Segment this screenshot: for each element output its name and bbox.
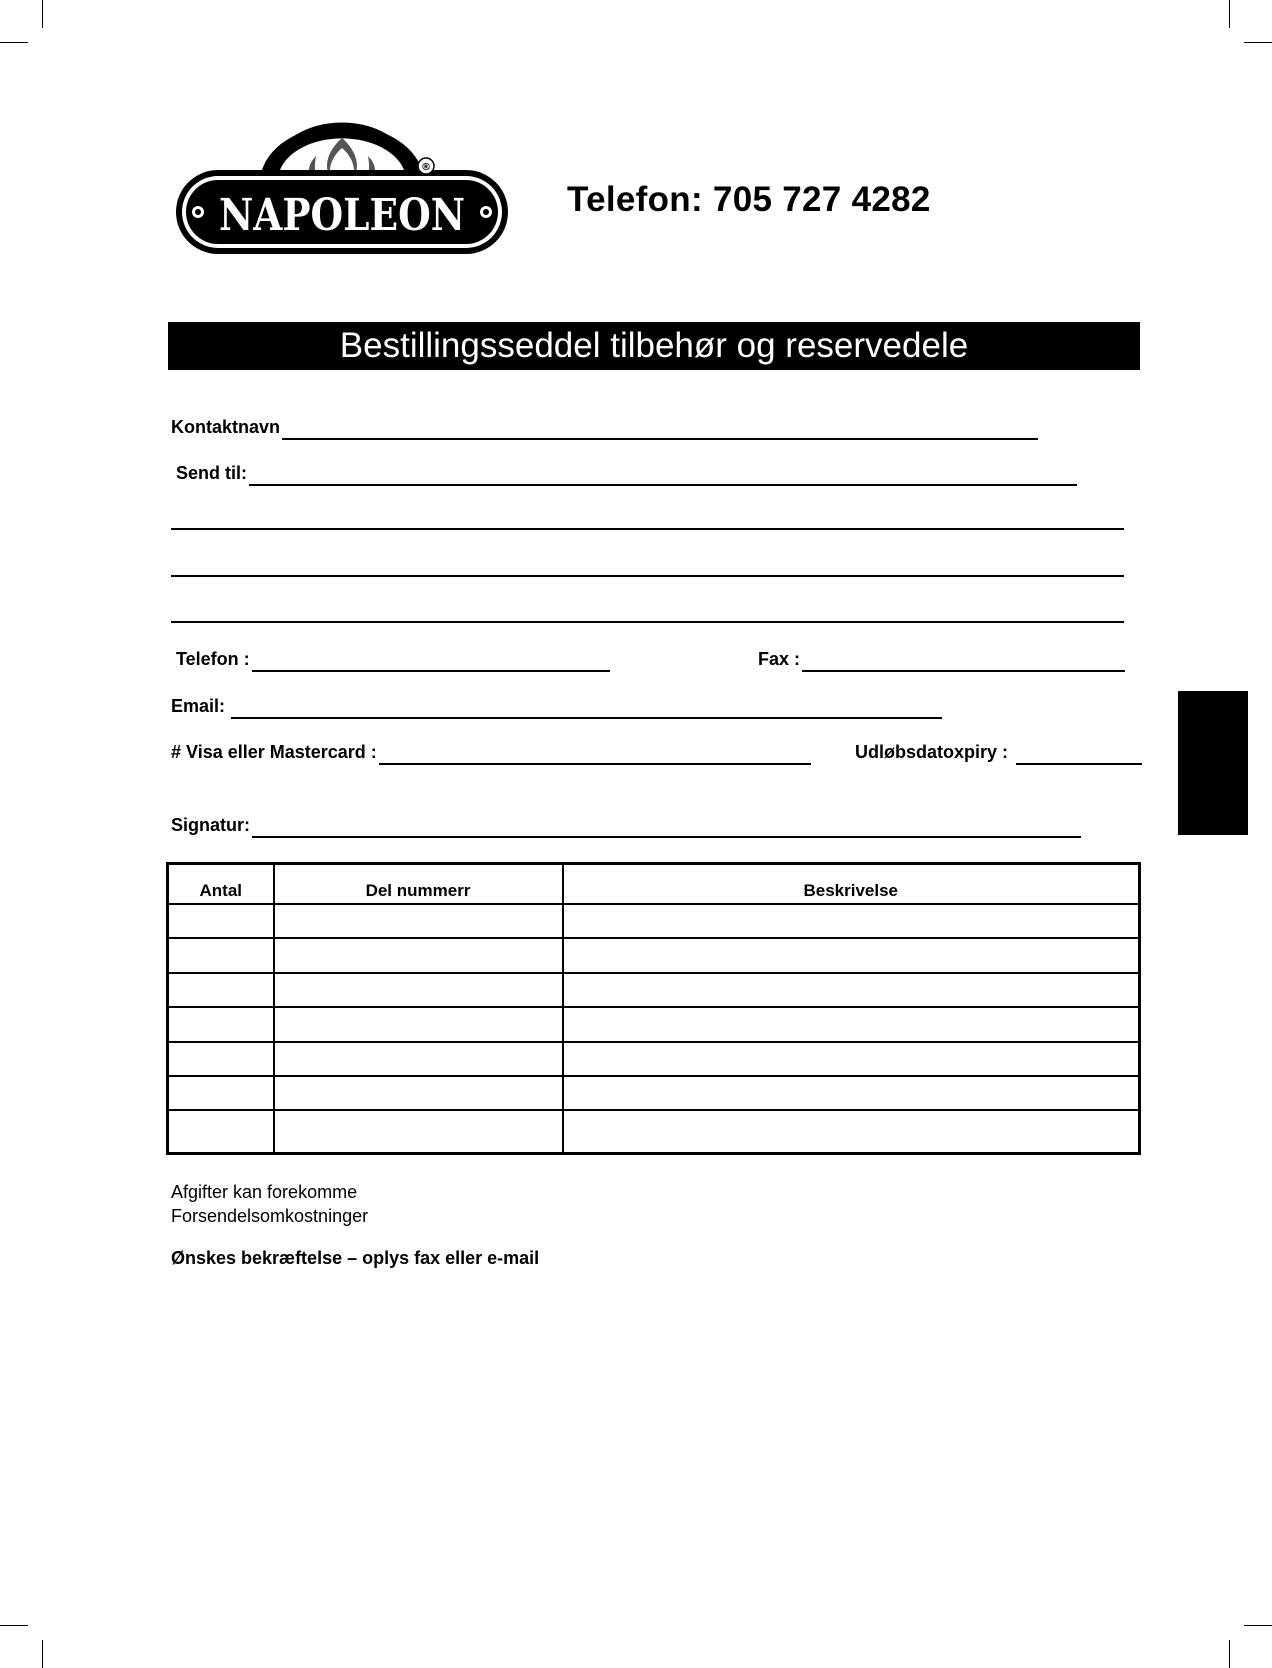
expiry-line[interactable] [1016, 763, 1142, 765]
crop-mark [0, 1625, 28, 1626]
address-line-2[interactable] [171, 575, 1124, 577]
notes-block [171, 1180, 368, 1228]
description-cell[interactable] [563, 1076, 1140, 1110]
table-row [168, 904, 1140, 938]
quantity-cell[interactable] [168, 904, 274, 938]
address-line-1[interactable] [171, 528, 1124, 530]
table-row [168, 938, 1140, 972]
crop-mark [1229, 0, 1230, 28]
expiry-label: Udløbsdatoxpiry : [855, 742, 1009, 762]
fax-label: Fax : [758, 649, 801, 669]
description-cell[interactable] [563, 1007, 1140, 1041]
address-line-3[interactable] [171, 621, 1124, 623]
signature-line[interactable] [252, 836, 1081, 838]
description-cell[interactable] [563, 904, 1140, 938]
description-cell[interactable] [563, 973, 1140, 1007]
contact-name-label: Kontaktnavn [171, 417, 281, 437]
table-row [168, 973, 1140, 1007]
table-header-row [168, 864, 1140, 905]
email-field[interactable] [171, 693, 942, 719]
header-quantity: Antal [168, 864, 274, 905]
part-number-cell[interactable] [274, 1042, 563, 1076]
crop-mark [42, 0, 43, 28]
phone-line[interactable] [252, 670, 610, 672]
table-row [168, 1007, 1140, 1041]
form-title: Bestillingsseddel tilbehør og reservedele [168, 322, 1140, 370]
send-to-line[interactable] [249, 484, 1077, 486]
email-label: Email: [171, 696, 226, 716]
quantity-cell[interactable] [168, 973, 274, 1007]
card-number-field[interactable] [171, 739, 811, 765]
part-number-cell[interactable] [274, 938, 563, 972]
header-part-number: Del nummerr [274, 864, 563, 905]
crop-mark [1244, 1625, 1272, 1626]
send-to-field[interactable] [176, 460, 1077, 486]
description-cell[interactable] [563, 938, 1140, 972]
crop-mark [1229, 1640, 1230, 1668]
quantity-cell[interactable] [168, 1076, 274, 1110]
header-description: Beskrivelse [563, 864, 1140, 905]
signature-field[interactable] [171, 812, 1081, 838]
logo-wordmark: NAPOLEON [219, 190, 465, 241]
phone-field[interactable] [176, 646, 610, 672]
crop-mark [42, 1640, 43, 1668]
description-cell[interactable] [563, 1042, 1140, 1076]
parts-table [166, 862, 1141, 1155]
part-number-cell[interactable] [274, 1076, 563, 1110]
quantity-cell[interactable] [168, 1110, 274, 1153]
crop-mark [0, 42, 28, 43]
part-number-cell[interactable] [274, 973, 563, 1007]
quantity-cell[interactable] [168, 1007, 274, 1041]
part-number-cell[interactable] [274, 1007, 563, 1041]
note-shipping: Forsendelsomkostninger [171, 1206, 369, 1226]
card-number-label: # Visa eller Mastercard : [171, 742, 377, 762]
quantity-cell[interactable] [168, 1042, 274, 1076]
part-number-cell[interactable] [274, 904, 563, 938]
phone-label: Telefon : [176, 649, 250, 669]
expiry-field[interactable] [855, 739, 1142, 765]
fax-line[interactable] [802, 670, 1125, 672]
crop-mark [1244, 42, 1272, 43]
table-row [168, 1110, 1140, 1153]
email-line[interactable] [231, 717, 942, 719]
registered-mark: ® [421, 162, 431, 173]
fax-field[interactable] [758, 646, 1125, 672]
card-number-line[interactable] [379, 763, 811, 765]
side-tab-marker [1178, 691, 1248, 835]
contact-name-line[interactable] [282, 438, 1038, 440]
part-number-cell[interactable] [274, 1110, 563, 1153]
send-to-label: Send til: [176, 463, 247, 483]
table-row [168, 1042, 1140, 1076]
description-cell[interactable] [563, 1110, 1140, 1153]
confirmation-note: Ønskes bekræftelse – oplys fax eller e-mail [171, 1248, 540, 1268]
quantity-cell[interactable] [168, 938, 274, 972]
signature-label: Signatur: [171, 815, 250, 835]
table-row [168, 1076, 1140, 1110]
note-taxes: Afgifter kan forekomme [171, 1182, 358, 1202]
napoleon-logo [174, 118, 510, 258]
header-phone: Telefon: 705 727 4282 [567, 180, 931, 219]
contact-name-field[interactable] [171, 414, 1038, 440]
